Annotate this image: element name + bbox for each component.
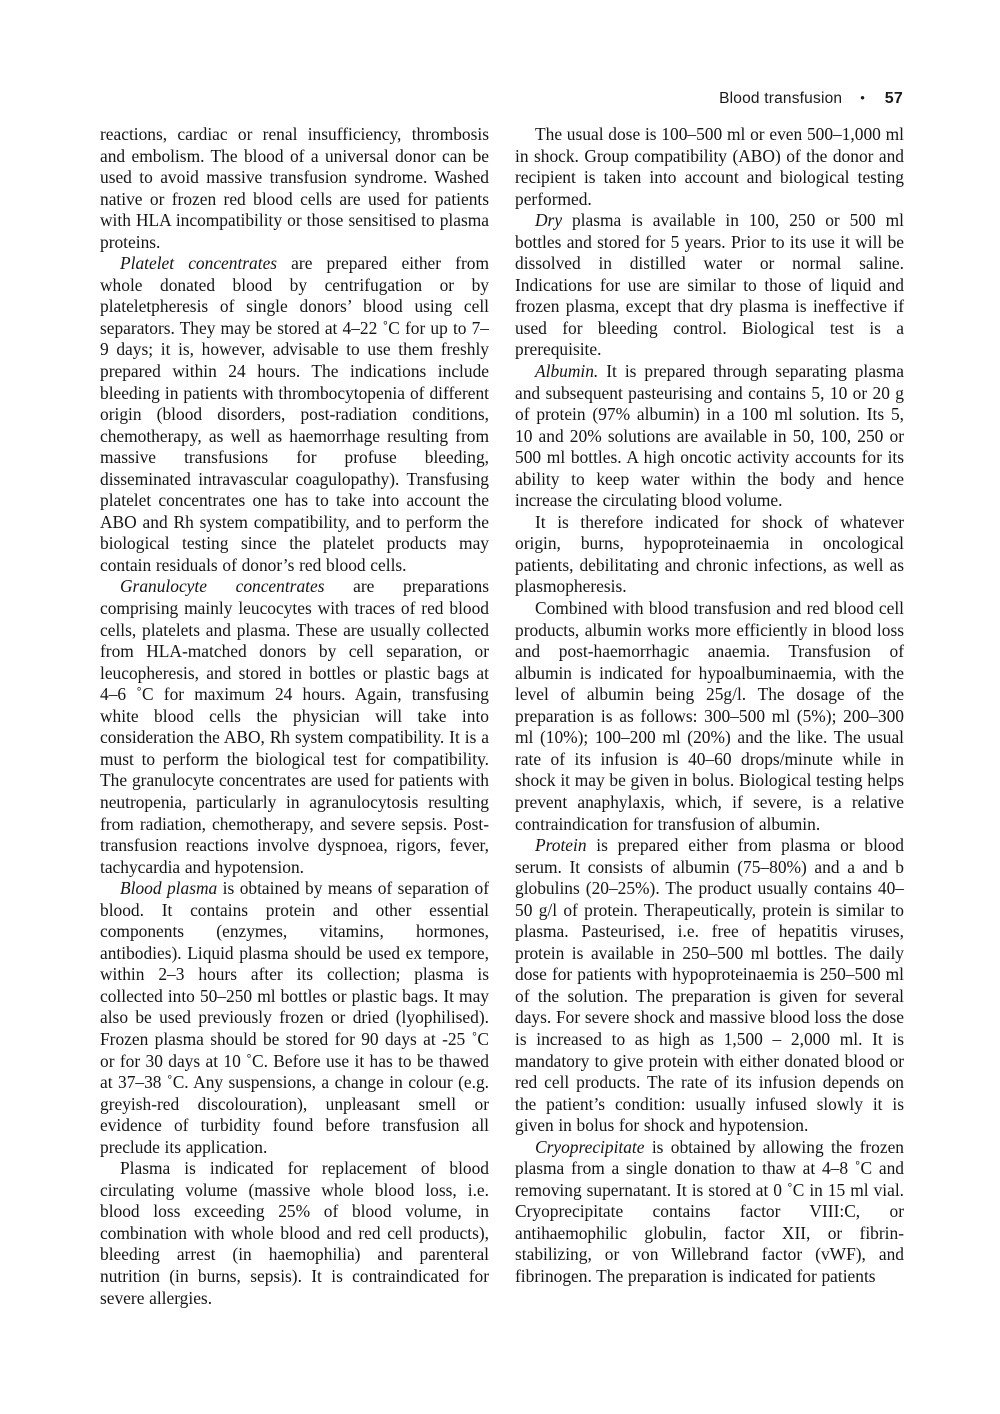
paragraph <box>515 361 904 512</box>
paragraph-text: is obtained by means of separation of blood. It contains protein and other essential components (enzymes, vitamins, hormones, antibodies). Liquid plasma should be used ex tempore, within 2–3 hours after its collection; plasma is collected into 50–250 ml bottles or plastic bags. It may also be used previously frozen or dried (lyophilised). Frozen plasma should be stored for 90 days at -25 ˚C or for 30 days at 10 ˚C. Before use it has to be thawed at 37–38 ˚C. Any suspensions, a change in colour (e.g. greyish-red discolouration), unpleasant smell or evidence of turbidity found before transfusion all preclude its application. <box>100 878 490 1157</box>
page-number: 57 <box>884 90 903 107</box>
paragraph-lead-term: Blood plasma <box>120 878 218 899</box>
paragraph-text: It is therefore indicated for shock of whatever origin, burns, hypoproteinaemia in oncological patients, debilitating and chronic infections, as well as plasmopheresis. <box>515 511 904 597</box>
paragraph-text: plasma is available in 100, 250 or 500 ml bottles and stored for 5 years. Prior to its use it will be dissolved in distilled water or normal saline. Indications for use are similar to those of liquid and frozen plasma, except that dry plasma is ineffective if used for bleeding control. Biological test is a prerequisite. <box>515 210 904 360</box>
paragraph <box>515 210 904 361</box>
paragraph <box>515 598 904 835</box>
paragraph <box>100 124 489 253</box>
body-columns <box>100 124 904 1309</box>
paragraph-lead-term: Protein <box>535 835 587 856</box>
paragraph-text: Combined with blood transfusion and red blood cell products, albumin works more efficiently in blood loss and post-haemorrhagic anaemia. Transfusion of albumin is indicated for hypoalbuminaemia, with the level of albumin being 25g/l. The dosage of the preparation is as follows: 300–500 ml (5%); 200–300 ml (10%); 100–200 ml (20%) and the like. The usual rate of its infusion is 40–60 drops/minute while in shock it may be given in bolus. Biological testing helps prevent anaphylaxis, which, if severe, is a relative contraindication for transfusion of albumin. <box>515 598 904 834</box>
right-column <box>515 124 904 1309</box>
paragraph-lead-term: Platelet concentrates <box>120 253 278 274</box>
paragraph <box>515 512 904 598</box>
left-column <box>100 124 489 1309</box>
running-head <box>100 90 903 112</box>
paragraph-lead-term: Dry <box>535 210 563 231</box>
paragraph <box>100 576 489 878</box>
running-head-title: Blood transfusion <box>719 90 843 107</box>
paragraph-lead-term: Granulocyte concentrates <box>120 576 325 597</box>
paragraph-text: Plasma is indicated for replacement of blood circulating volume (massive whole blood loss, i.e. blood loss exceeding 25% of blood volume, in combination with whole blood and red cell products), bleeding arrest (in haemophilia) and parenteral nutrition (in burns, sepsis). It is contraindicated for severe allergies. <box>100 1158 489 1308</box>
paragraph-text: are preparations comprising mainly leucocytes with traces of red blood cells, platelets and plasma. These are usually collected from HLA-matched donors by cell separation, or leucopheresis, and stored in bottles or plastic bags at 4–6 ˚C for maximum 24 hours. Again, transfusing white blood cells the physician will take into consideration the ABO, Rh system compatibility. It is a must to perform the biological test for compatibility. The granulocyte concentrates are used for patients with neutropenia, particularly in agranulocytosis resulting from radiation, chemotherapy, and severe sepsis. Post-transfusion reactions involve dyspnoea, rigors, fever, tachycardia and hypotension. <box>100 576 489 877</box>
paragraph <box>515 1137 904 1288</box>
paragraph <box>515 124 904 210</box>
paragraph-text: is prepared either from plasma or blood serum. It consists of albumin (75–80%) and a and b globulins (20–25%). The product usually contains 40–50 g/l of protein. Therapeutically, protein is similar to plasma. Pasteurised, i.e. free of hepatitis viruses, protein is available in 250–500 ml bottles. The daily dose for patients with hypoproteinaemia is 250–500 ml of the solution. The preparation is given for several days. For severe shock and massive blood loss the dose is increased to as high as 1,500 – 2,000 ml. It is mandatory to give protein with either donated blood or red cell products. The rate of its infusion depends on the patient’s condition: usually infused slowly it is given in bolus for shock and hypotension. <box>515 835 904 1136</box>
paragraph <box>100 1158 489 1309</box>
paragraph-lead-term: Cryoprecipitate <box>535 1136 645 1157</box>
paragraph <box>100 878 489 1158</box>
paragraph-text: is obtained by allowing the frozen plasma from a single donation to thaw at 4–8 ˚C and removing supernatant. It is stored at 0 ˚C in 15 ml vial. Cryoprecipitate contains factor VIII:C, or antihaemophilic globulin, factor XII, or fibrin-stabilizing, or von Willebrand factor (vWF), and fibrinogen. The preparation is indicated for patients <box>515 1136 904 1286</box>
paragraph <box>100 253 489 576</box>
paragraph <box>515 835 904 1137</box>
paragraph-lead-term: Albumin. <box>535 361 599 382</box>
paragraph-text: are prepared either from whole donated blood by centrifugation or by plateletpheresis of single donors’ blood using cell separators. They may be stored at 4–22 ˚C for up to 7–9 days; it is, however, advisable to use them freshly prepared within 24 hours. The indications include bleeding in patients with thrombocytopenia of different origin (blood disorders, post-radiation conditions, chemotherapy, as well as haemorrhage resulting from massive transfusions for profuse bleeding, disseminated intravascular coagulopathy). Transfusing platelet concentrates one has to take into account the ABO and Rh system compatibility, and to perform the biological testing since the platelet products may contain residuals of donor’s red blood cells. <box>100 253 489 575</box>
running-head-separator: • <box>860 90 865 105</box>
paragraph-text: The usual dose is 100–500 ml or even 500–1,000 ml in shock. Group compatibility (ABO) of the donor and recipient is taken into account and biological testing performed. <box>515 124 904 209</box>
paragraph-text: It is prepared through separating plasma and subsequent pasteurising and contains 5, 10 or 20 g of protein (97% albumin) in a 100 ml solution. Its 5, 10 and 20% solutions are available in 50, 100, 250 or 500 ml bottles. A high oncotic activity accounts for its ability to keep water within the body and hence increase the circulating blood volume. <box>515 361 904 511</box>
paragraph-text: reactions, cardiac or renal insufficiency, thrombosis and embolism. The blood of a universal donor can be used to avoid massive transfusion syndrome. Washed native or frozen red blood cells are used for patients with HLA incompatibility or those sensitised to plasma proteins. <box>100 124 489 252</box>
